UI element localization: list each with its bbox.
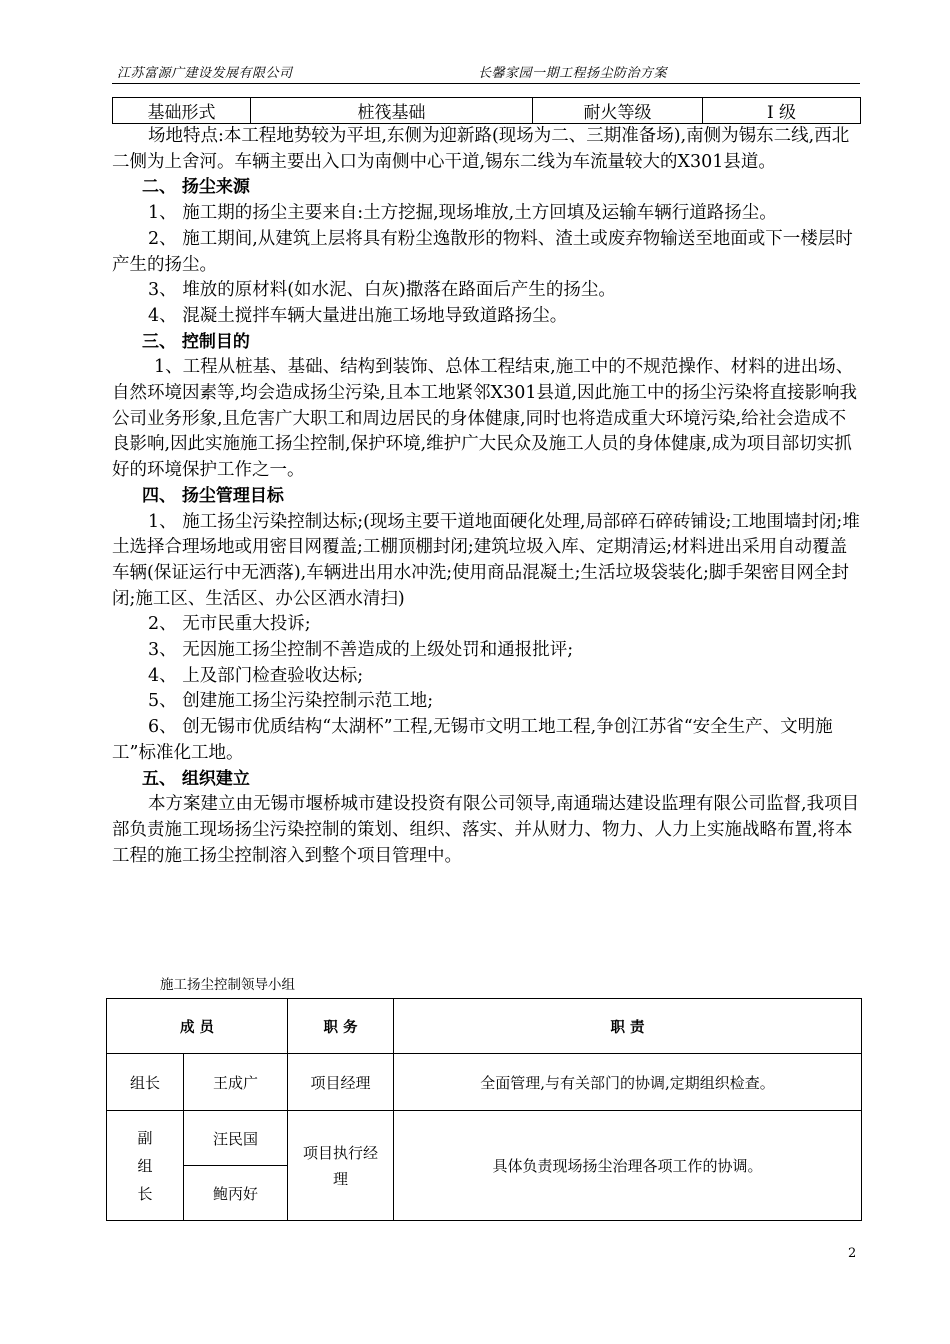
- section-5-heading: 五、 组织建立: [142, 768, 250, 789]
- leader-duty: 全面管理,与有关部门的协调,定期组织检查。: [394, 1054, 862, 1111]
- dust-source-item: 3、 堆放的原材料(如水泥、白灰)撒落在路面后产生的扬尘。: [148, 280, 616, 301]
- site-features-paragraph: 场地特点:本工程地势较为平坦,东侧为迎新路(现场为二、三期准备场),南侧为锡东二线,西北二侧为上舍河。车辆主要出入口为南侧中心干道,锡东二线为车流量较大的X301县道。: [112, 126, 850, 172]
- role-leader: 组长: [107, 1054, 184, 1111]
- document-body: [112, 124, 862, 869]
- project-info-table: [112, 97, 861, 124]
- target-item: 2、 无市民重大投诉;: [148, 614, 311, 635]
- target-item: 5、 创建施工扬尘污染控制示范工地;: [148, 691, 434, 712]
- dust-source-item: 4、 混凝土搅拌车辆大量进出施工场地导致道路扬尘。: [148, 305, 568, 326]
- leader-position: 项目经理: [288, 1054, 394, 1111]
- dust-source-item: 2、 施工期间,从建筑上层将具有粉尘逸散形的物料、渣土或废弃物输送至地面或下一楼层时产生的扬尘。: [112, 228, 853, 275]
- header-position: 职 务: [288, 999, 394, 1054]
- target-item: 1、 施工扬尘污染控制达标;(现场主要干道地面硬化处理,局部碎石碎砖铺设;工地围墙封闭;堆土选择合理场地或用密目网覆盖;工棚顶棚封闭;建筑垃圾入库、定期清运;材料进出采用自动覆盖车辆(保证运行中无洒落),车辆进出用水冲洗;使用商品混凝土;生活垃圾袋装化;脚手架密目网全封闭;施工区、生活区、办公区洒水清扫): [112, 511, 860, 609]
- table-caption: 施工扬尘控制领导小组: [160, 977, 295, 993]
- header-doc-title: 长馨家园一期工程扬尘防治方案: [478, 66, 668, 81]
- deputy-position: 项目执行经理: [288, 1111, 394, 1221]
- deputy-name: 汪民国: [184, 1111, 288, 1166]
- fire-rating-label: 耐火等级: [533, 98, 703, 124]
- organization-paragraph: 本方案建立由无锡市堰桥城市建设投资有限公司领导,南通瑞达建设监理有限公司监督,我项目部负责施工现场扬尘污染控制的策划、组织、落实、并从财力、物力、人力上实施战略布置,将本工程的施工扬尘控制溶入到整个项目管理中。: [112, 794, 860, 866]
- deputy-name: 鲍丙好: [184, 1166, 288, 1221]
- control-purpose-paragraph: 1、工程从桩基、基础、结构到装饰、总体工程结束,施工中的不规范操作、材料的进出场、自然环境因素等,均会造成扬尘污染,且本工地紧邻X301县道,因此施工中的扬尘污染将直接影响我公司业务形象,且危害广大职工和周边居民的身体健康,同时也将造成重大环境污染,给社会造成不良影响,因此实施施工扬尘控制,保护环境,维护广大民众及施工人员的身体健康,成为项目部切实抓好的环境保护工作之一。: [112, 357, 858, 481]
- foundation-type-label: 基础形式: [113, 98, 251, 124]
- page-number: 2: [848, 1246, 857, 1261]
- leader-name: 王成广: [184, 1054, 288, 1111]
- section-3-heading: 三、 控制目的: [142, 331, 250, 352]
- header-company: 江苏富源广建设发展有限公司: [117, 66, 293, 81]
- header-duties: 职 责: [394, 999, 862, 1054]
- fire-rating-value: Ⅰ 级: [703, 98, 861, 124]
- deputy-duty: 具体负责现场扬尘治理各项工作的协调。: [394, 1111, 862, 1221]
- target-item: 4、 上及部门检查验收达标;: [148, 665, 364, 686]
- foundation-type-value: 桩筏基础: [251, 98, 533, 124]
- target-item: 3、 无因施工扬尘控制不善造成的上级处罚和通报批评;: [148, 640, 574, 661]
- leadership-group-table: [106, 998, 862, 1221]
- header-rule: [112, 83, 860, 84]
- section-2-heading: 二、 扬尘来源: [142, 177, 250, 198]
- section-4-heading: 四、 扬尘管理目标: [142, 485, 284, 506]
- dust-source-item: 1、 施工期的扬尘主要来自:土方挖掘,现场堆放,土方回填及运输车辆行道路扬尘。: [148, 203, 777, 224]
- header-members: 成 员: [107, 999, 288, 1054]
- role-deputy-leader: 副组长: [107, 1111, 184, 1221]
- target-item: 6、 创无锡市优质结构“太湖杯”工程,无锡市文明工地工程,争创江苏省“安全生产、文明施工”标准化工地。: [112, 717, 833, 763]
